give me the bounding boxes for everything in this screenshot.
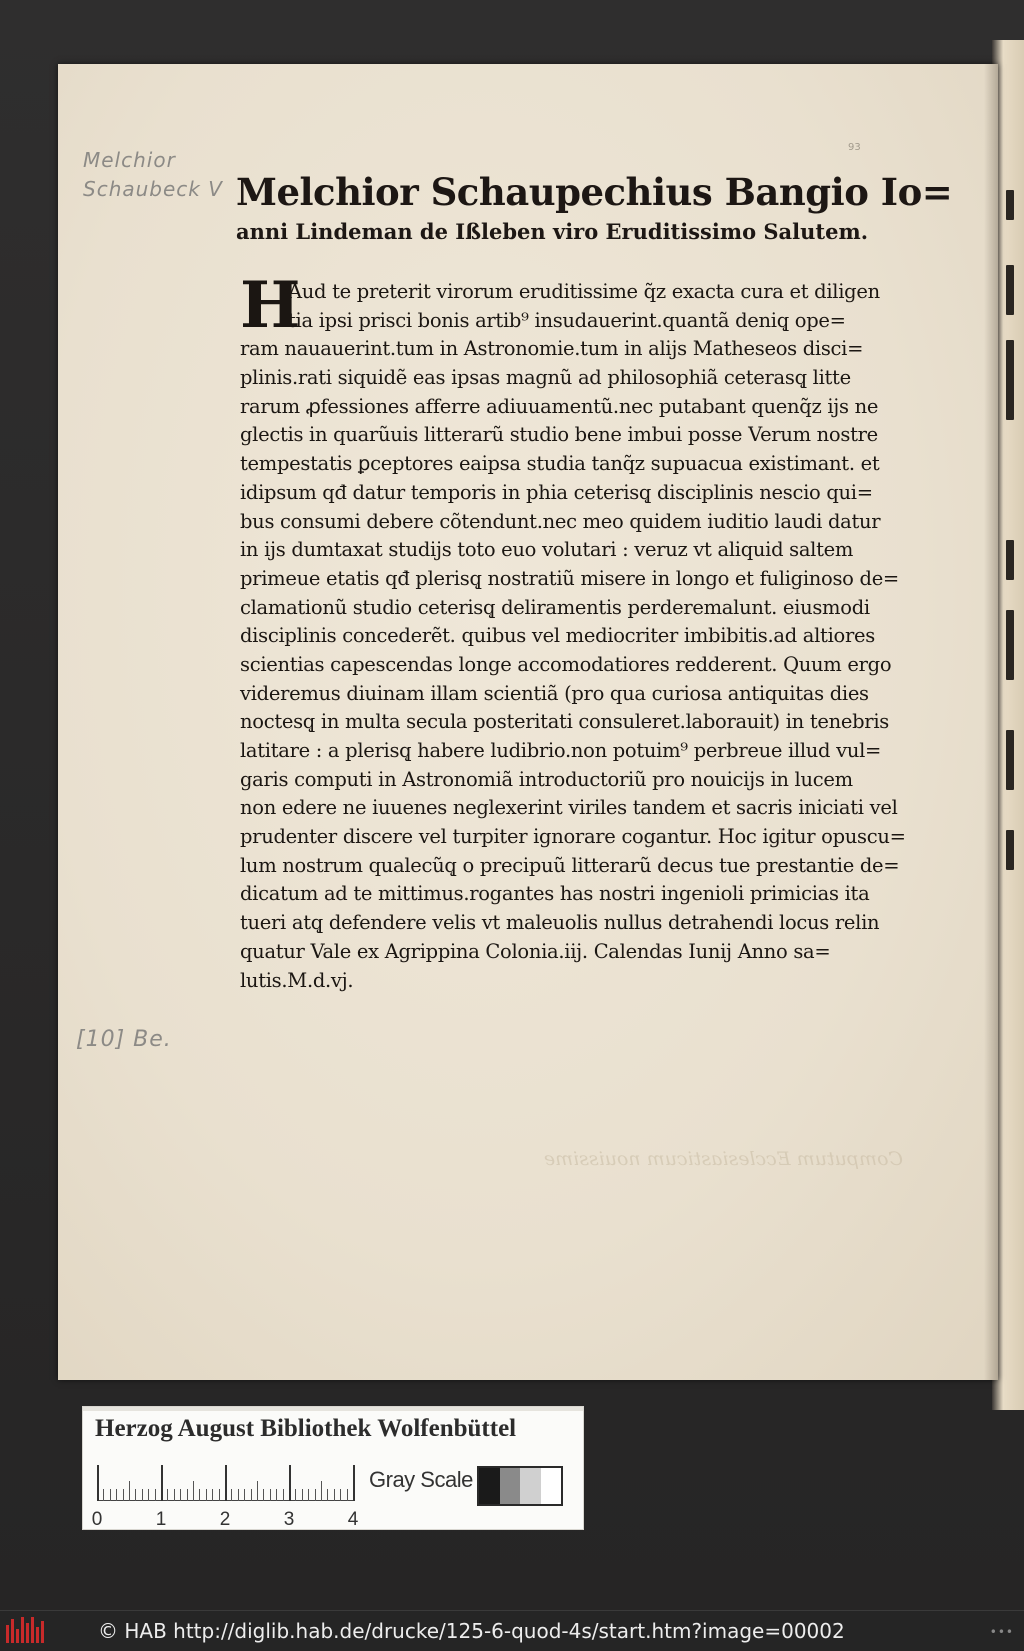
ruler-tick — [148, 1489, 149, 1501]
hab-logo-icon[interactable] — [6, 1617, 46, 1643]
text-line: ram nauauerint.tum in Astronomie.tum in alijs Matheseos disci= — [240, 337, 864, 361]
text-line: latitare : a plerisq̨ habere ludibrio.non potuim⁹ perbreue illud vul= — [240, 739, 882, 762]
ruler-tick — [315, 1489, 316, 1501]
text-line: videremus diuinam illam scientiã (pro qua curiosa antiquitas dies — [240, 681, 869, 705]
ruler-tick — [308, 1489, 309, 1501]
ruler-tick — [212, 1489, 213, 1501]
text-line: idipsum qđ datur temporis in phia ceterisq̨ disciplinis nescio qui= — [240, 480, 873, 504]
ruler-tick — [334, 1489, 335, 1501]
text-line: non edere ne iuuenes neglexerint viriles tandem et sacris iniciati vel — [240, 796, 898, 820]
more-dots-icon[interactable]: ••• — [989, 1625, 1014, 1639]
ruler-tick — [103, 1489, 104, 1501]
ruler-tick — [238, 1489, 239, 1501]
ruler-tick — [161, 1465, 163, 1501]
gray-scale-label: Gray Scale — [369, 1467, 473, 1492]
ruler-tick — [129, 1481, 130, 1501]
margin-note-name: Melchior Schaubeck V — [83, 148, 223, 201]
text-line: scientias capescendas longe accomodatiores redderent. Quum ergo — [240, 652, 892, 676]
ruler-tick — [155, 1489, 156, 1501]
text-line: lum nostrum qualecũq̨ o precipuũ litterarũ decus tue prestantie de= — [240, 853, 900, 877]
heading-line-2: anni Lindeman de Ißleben viro Eruditissimo Salutem. — [236, 219, 868, 244]
footer-url[interactable]: © HAB http://diglib.hab.de/drucke/125-6-quod-4s/start.htm?image=00002 — [98, 1619, 845, 1643]
ruler-tick — [302, 1489, 303, 1501]
ruler-tick — [289, 1465, 291, 1501]
ruler-label-2: 2 — [219, 1509, 231, 1530]
ruler-tick — [225, 1465, 227, 1501]
ruler-label-3: 3 — [283, 1509, 295, 1530]
text-line: tempestatis ꝑceptores eaipsa studia tanq̃z supuacua existimant. et — [240, 452, 880, 476]
ruler-label-4: 4 — [347, 1509, 359, 1530]
ruler-tick — [116, 1489, 117, 1501]
text-line: tueri atq̨ defendere velis vt maleuolis nullus detrahendi locus relin — [240, 911, 880, 935]
gray-swatch — [500, 1468, 521, 1504]
folio-mark: 93 — [848, 142, 861, 153]
ruler-tick — [167, 1489, 168, 1501]
color-reference-card — [82, 1406, 584, 1530]
bleed-through-text: Computum Ecclesiasticum nouissime — [543, 1148, 903, 1170]
ruler-tick — [193, 1481, 194, 1501]
decorated-initial: H — [240, 268, 301, 343]
ruler-tick — [257, 1481, 258, 1501]
ruler-tick — [174, 1489, 175, 1501]
text-line: garis computi in Astronomiã introductoriũ pro nouicijs in lucem — [240, 767, 853, 791]
ruler-tick — [206, 1489, 207, 1501]
ruler-tick — [270, 1489, 271, 1501]
book-page — [58, 64, 998, 1380]
ruler-label-0: 0 — [91, 1509, 103, 1530]
heading-line-1: Melchior Schaupechius Bangio Io= — [236, 170, 953, 214]
ruler-tick — [231, 1489, 232, 1501]
gray-swatch — [541, 1468, 562, 1504]
gray-swatch — [520, 1468, 541, 1504]
ruler-tick — [321, 1481, 322, 1501]
gray-swatch — [479, 1468, 500, 1504]
text-line: bus consumi debere cõtendunt.nec meo quidem iuditio laudi datur — [240, 509, 881, 533]
ruler-tick — [180, 1489, 181, 1501]
text-line: dicatum ad te mittimus.rogantes has nostri ingenioli primicias ita — [240, 882, 870, 906]
ruler-tick — [219, 1489, 220, 1501]
text-line: prudenter discere vel turpiter ignorare cogantur. Hoc igitur opuscu= — [240, 825, 906, 849]
ruler-tick — [347, 1489, 348, 1501]
text-line: rarum ꝓfessiones afferre adiuuamentũ.nec putabant quenq̃z ijs ne — [240, 394, 879, 418]
margin-note-shelfmark: [10] Be. — [76, 1027, 172, 1052]
library-name: Herzog August Bibliothek Wolfenbüttel — [95, 1415, 517, 1442]
scale-ruler — [97, 1463, 355, 1501]
ruler-tick — [244, 1489, 245, 1501]
text-line: noctesq̨ in multa secula posteritati consuleret.laborauit) in tenebris — [240, 710, 889, 734]
ruler-tick — [142, 1489, 143, 1501]
ruler-tick — [199, 1489, 200, 1501]
text-line: Aud te preterit virorum eruditissime q̃z exacta cura et diligen — [288, 280, 880, 303]
ruler-tick — [123, 1489, 124, 1501]
ruler-tick — [276, 1489, 277, 1501]
gray-scale-swatches — [477, 1466, 563, 1506]
text-line: plinis.rati siquidẽ eas ipsas magnũ ad philosophiã ceterasq̨ litte — [240, 366, 851, 390]
ruler-tick — [263, 1489, 264, 1501]
ruler-tick — [327, 1489, 328, 1501]
viewer-footer — [0, 1610, 1024, 1651]
ruler-tick — [187, 1489, 188, 1501]
letter-body — [240, 268, 940, 995]
ruler-label-1: 1 — [155, 1509, 167, 1530]
ruler-tick — [353, 1465, 355, 1501]
text-line: in ijs dumtaxat studijs toto euo volutari : veruz vt aliquid saltem — [240, 538, 854, 562]
ruler-tick — [295, 1489, 296, 1501]
text-line: glectis in quarũuis litterarũ studio bene imbui posse Verum nostre — [240, 423, 878, 447]
text-line: quatur Vale ex Agrippina Colonia.iij. Calendas Iunij Anno sa= — [240, 939, 831, 963]
ruler-tick — [283, 1489, 284, 1501]
text-line: clamationũ studio ceterisq̨ deliramentis perderemalunt. eiusmodi — [240, 595, 870, 619]
ruler-tick — [110, 1489, 111, 1501]
ruler-tick — [340, 1489, 341, 1501]
letter-heading — [236, 168, 953, 248]
ruler-tick — [97, 1465, 99, 1501]
ruler-tick — [251, 1489, 252, 1501]
text-line: primeue etatis qđ plerisq̨ nostratiũ misere in longo et fuliginoso de= — [240, 566, 899, 590]
ruler-tick — [135, 1489, 136, 1501]
text-line: lutis.M.d.vj. — [240, 968, 354, 992]
text-line: disciplinis concederẽt. quibus vel mediocriter imbibitis.ad altiores — [240, 624, 875, 648]
text-line: tia ipsi prisci bonis artib⁹ insudauerint.quantã deniq̨ ope= — [288, 308, 846, 332]
